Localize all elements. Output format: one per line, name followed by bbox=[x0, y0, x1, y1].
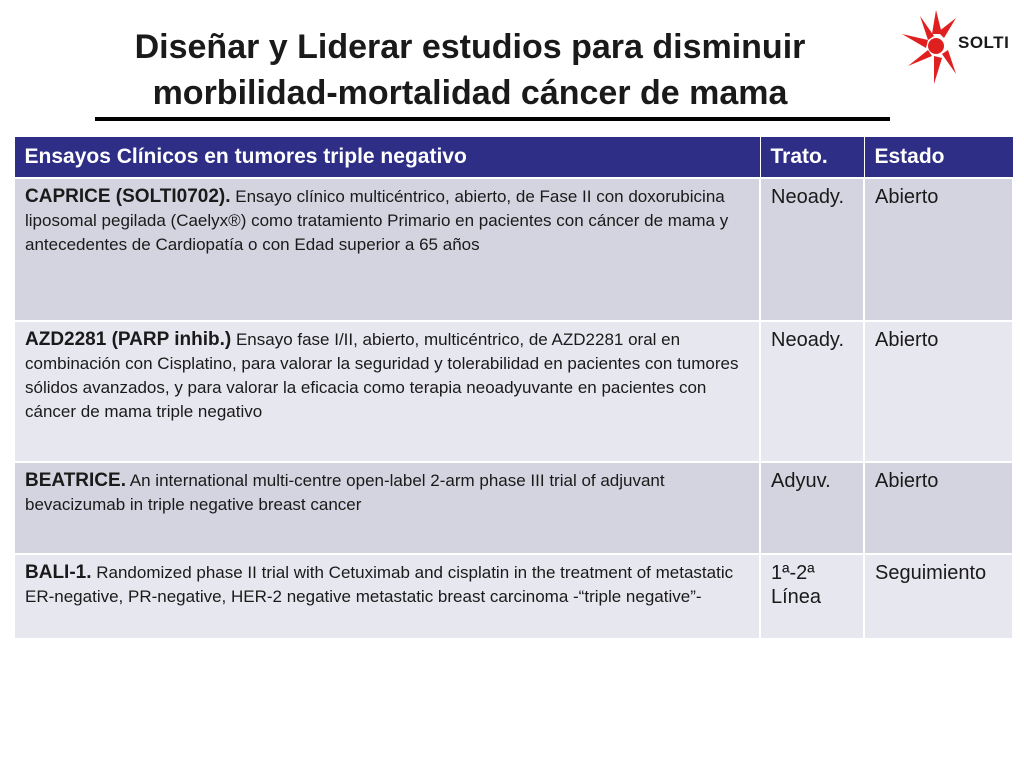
title-line-2: morbilidad-mortalidad cáncer de mama bbox=[152, 74, 788, 112]
trial-cell bbox=[14, 321, 760, 462]
table-row bbox=[14, 178, 1013, 321]
trial-cell bbox=[14, 554, 760, 639]
trial-name: BALI-1. bbox=[25, 562, 92, 583]
status-cell: Abierto bbox=[864, 178, 1013, 321]
trial-cell bbox=[14, 462, 760, 554]
header-treatment: Trato. bbox=[760, 137, 864, 179]
table-row bbox=[14, 321, 1013, 462]
title-underline bbox=[95, 117, 890, 121]
treatment-cell: 1ª-2ª Línea bbox=[760, 554, 864, 639]
header-status: Estado bbox=[864, 137, 1013, 179]
trial-name: CAPRICE (SOLTI0702). bbox=[25, 186, 231, 207]
trials-table bbox=[13, 136, 1014, 640]
trial-description: Randomized phase II trial with Cetuximab and cisplatin in the treatment of metastatic ER-negative, PR-negative, HER-2 negative metastatic breast carcinoma -“triple negative”- bbox=[25, 563, 734, 606]
logo-text: SOLTI bbox=[958, 33, 1010, 52]
trial-name: AZD2281 (PARP inhib.) bbox=[25, 329, 232, 350]
treatment-cell: Neoady. bbox=[760, 321, 864, 462]
trial-description: An international multi-centre open-label 2-arm phase III trial of adjuvant bevacizumab in triple negative breast cancer bbox=[25, 471, 665, 514]
trial-cell bbox=[14, 178, 760, 321]
table-row bbox=[14, 462, 1013, 554]
status-cell: Seguimiento bbox=[864, 554, 1013, 639]
slide-title bbox=[40, 24, 900, 116]
table-row bbox=[14, 554, 1013, 639]
status-cell: Abierto bbox=[864, 462, 1013, 554]
trial-description: Ensayo clínico multicéntrico, abierto, de Fase II con doxorubicina liposomal pegilada (Caelyx®) como tratamiento Primario en pacientes con cáncer de mama y antecedentes de Cardiopatía o con Edad superior a 65 años bbox=[25, 187, 729, 254]
trial-name: BEATRICE. bbox=[25, 470, 126, 491]
table-header-row bbox=[14, 137, 1013, 179]
trial-description: Ensayo fase I/II, abierto, multicéntrico, de AZD2281 oral en combinación con Cisplatino, para valorar la seguridad y tolerabilidad en pacientes con tumores sólidos avanzados, y para valorar la eficacia como terapia neoadyuvante en pacientes con cáncer de mama triple negativo bbox=[25, 330, 739, 421]
treatment-cell: Adyuv. bbox=[760, 462, 864, 554]
header-trials: Ensayos Clínicos en tumores triple negativo bbox=[14, 137, 760, 179]
status-cell: Abierto bbox=[864, 321, 1013, 462]
treatment-cell: Neoady. bbox=[760, 178, 864, 321]
title-line-1: Diseñar y Liderar estudios para disminuir bbox=[134, 28, 806, 66]
